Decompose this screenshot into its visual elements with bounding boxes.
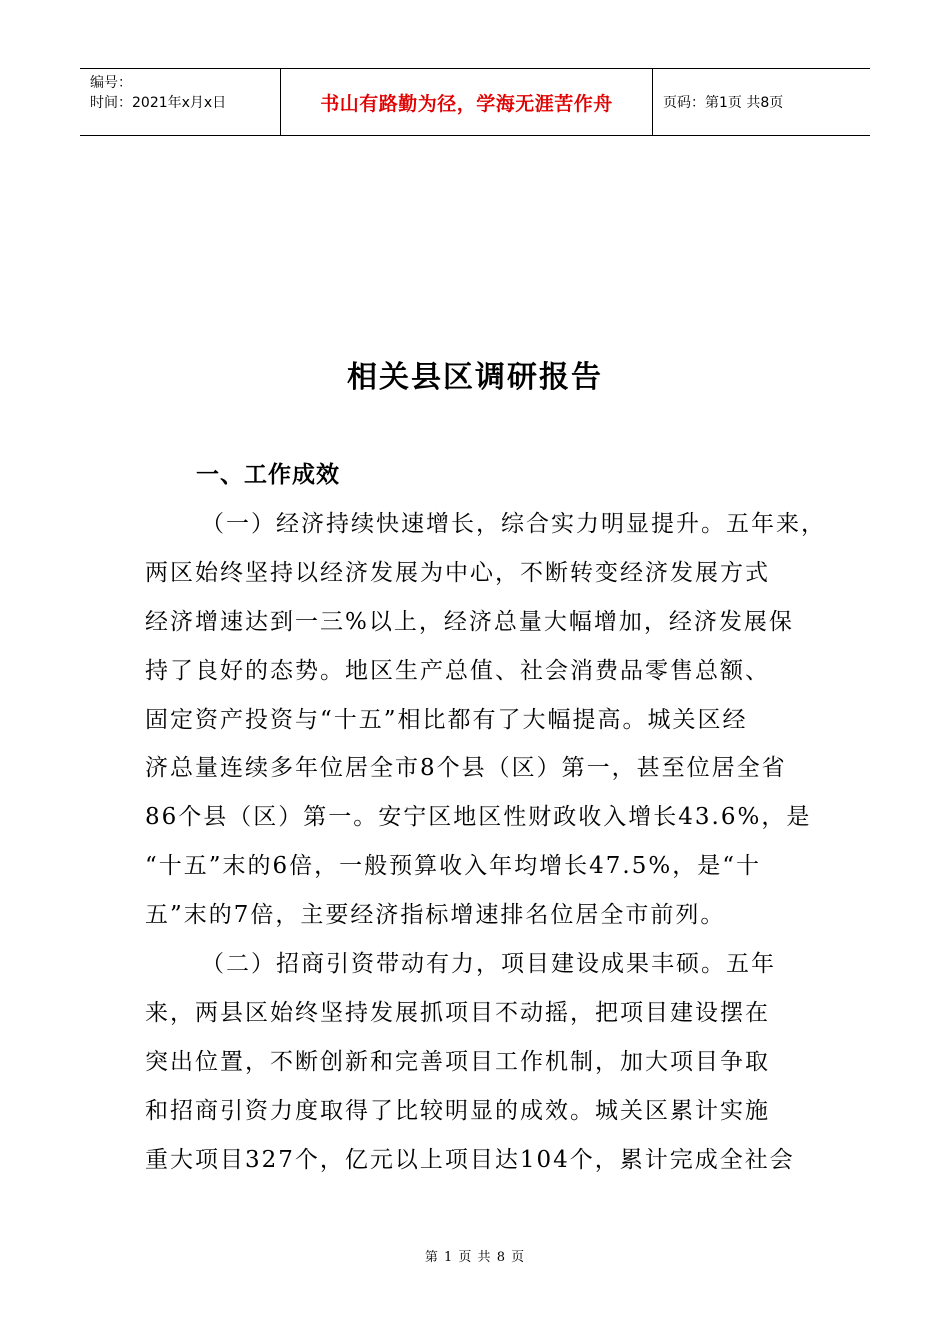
document-number-label: 编号： [90, 75, 132, 91]
paragraph-line: 五”末的7倍，主要经济指标增速排名位居全市前列。 [145, 902, 726, 929]
paragraph-line: 经济增速达到一三%以上，经济总量大幅增加，经济发展保 [145, 608, 794, 635]
document-title: 相关县区调研报告 [347, 360, 603, 395]
header-motto: 书山有路勤为径，学海无涯苦作舟 [320, 92, 613, 115]
section-heading: 一、工作成效 [196, 462, 340, 488]
paragraph-line: 重大项目327个，亿元以上项目达104个，累计完成全社会 [145, 1146, 795, 1173]
paragraph-line: 固定资产投资与“十五”相比都有了大幅提高。城关区经 [145, 706, 748, 733]
header-page-cell [653, 69, 870, 135]
paragraph-line: 济总量连续多年位居全市8个县（区）第一，甚至位居全省 [145, 755, 787, 782]
document-date-label: 时间：2021年x月x日 [90, 95, 227, 111]
paragraph-line: 和招商引资力度取得了比较明显的成效。城关区累计实施 [145, 1097, 770, 1124]
paragraph-line: 两区始终坚持以经济发展为中心，不断转变经济发展方式 [145, 559, 770, 586]
paragraph-line: 突出位置，不断创新和完善项目工作机制，加大项目争取 [145, 1048, 770, 1075]
paragraph-line: 86个县（区）第一。安宁区地区性财政收入增长43.6%，是 [145, 804, 812, 831]
paragraph-line: 来，两县区始终坚持发展抓项目不动摇，把项目建设摆在 [145, 999, 770, 1026]
paragraph-line: “十五”末的6倍，一般预算收入年均增长47.5%，是“十 [145, 853, 761, 880]
paragraph-line: 持了良好的态势。地区生产总值、社会消费品零售总额、 [145, 657, 770, 684]
page-footer: 第 1 页 共 8 页 [424, 1250, 526, 1265]
header-table [80, 68, 870, 136]
body-text [145, 500, 825, 1184]
paragraph-line: （二）招商引资带动有力，项目建设成果丰硕。五年 [201, 951, 776, 978]
header-page-info: 页码：第1页 共8页 [663, 95, 784, 111]
header-meta-cell [80, 69, 281, 135]
header-motto-cell [281, 69, 653, 135]
paragraph-line: （一）经济持续快速增长，综合实力明显提升。五年来， [201, 511, 826, 537]
